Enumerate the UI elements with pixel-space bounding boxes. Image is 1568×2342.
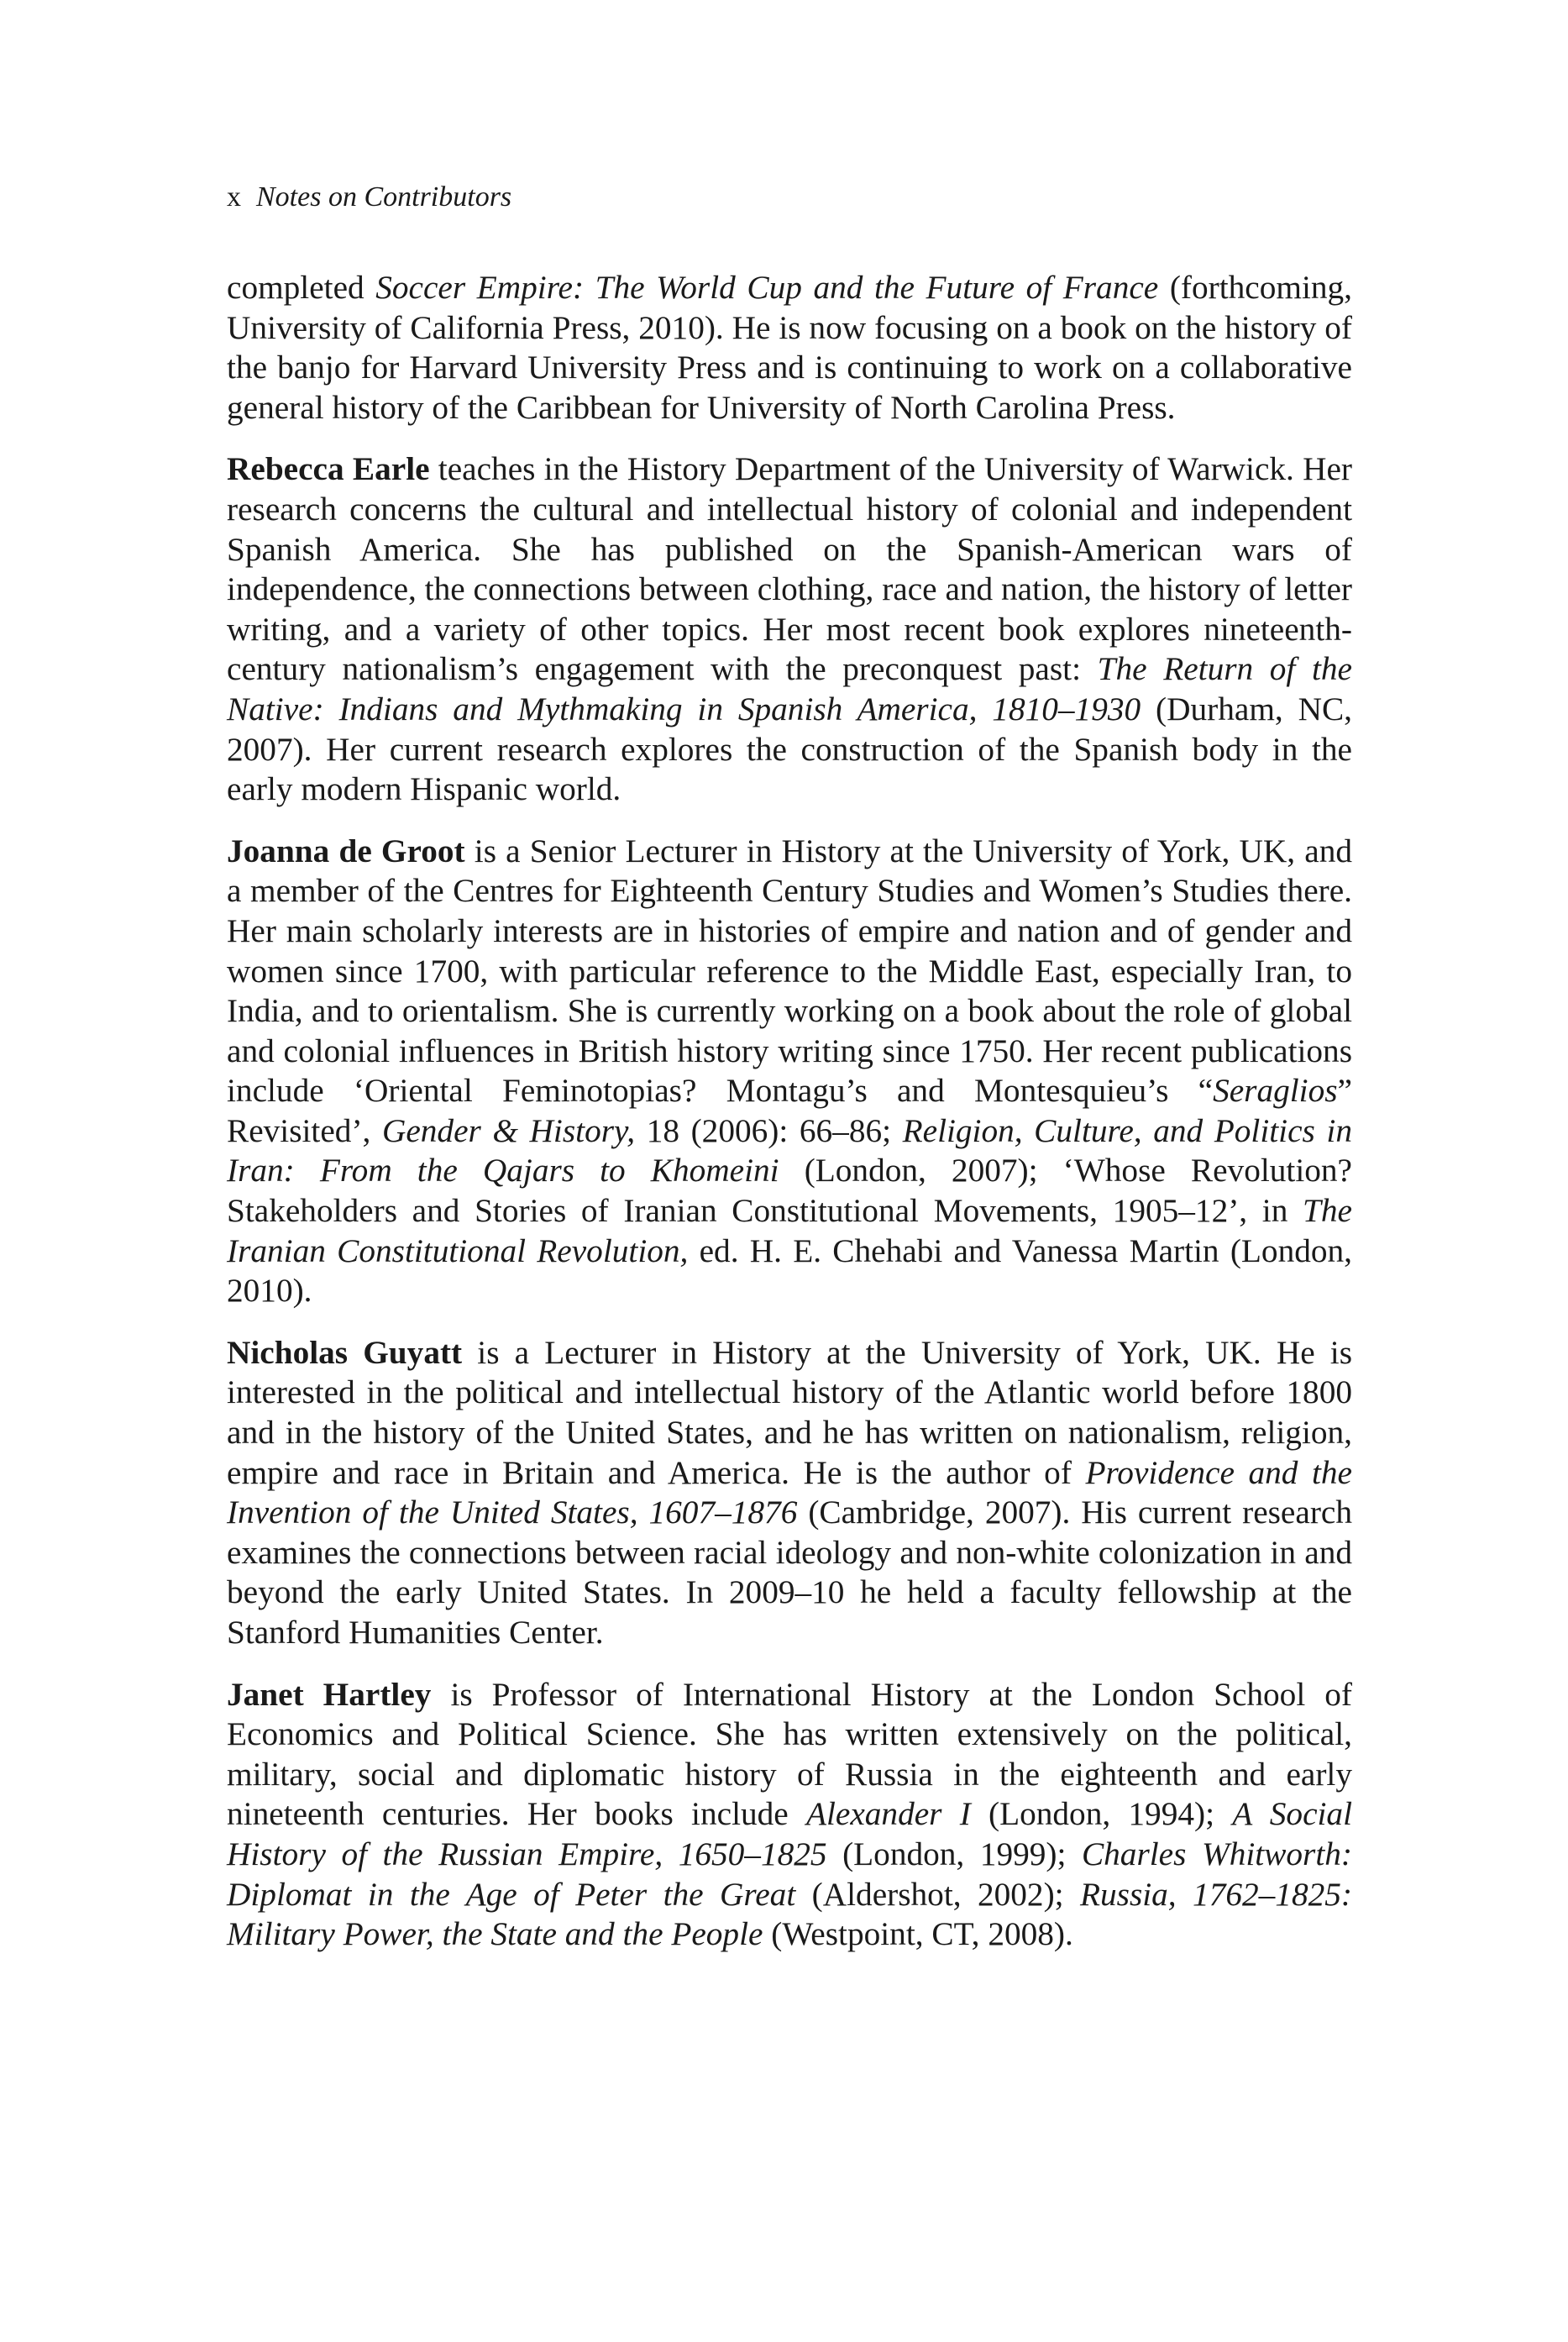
running-head-title: Notes on Contributors	[256, 181, 512, 213]
entry-text: (Westpoint, CT, 2008).	[763, 1915, 1073, 1953]
italic-title: Alexander I	[805, 1795, 971, 1833]
contributor-name: Joanna de Groot	[227, 832, 465, 869]
italic-title: A Social History of the Russian Empire, 1650–1825	[227, 1795, 1353, 1872]
entry-text: (London, 1999);	[826, 1835, 1082, 1872]
entry-text: teaches in the History Department of the University of Warwick. Her research concerns the cultural and intellectual history of colonial and independent Spanish America. She has published on the Spanish-American wars of independence, the connections between clothing, race and nation, the history of letter writing, and a variety of other topics. Her most recent book explores nineteenth-century nationalism’s engagement with the preconquest past:	[227, 450, 1353, 688]
entry-text: (Durham, NC, 2007). Her current research explores the construction of the Spanish body in the early modern Hispanic world.	[227, 690, 1352, 808]
entry-text: is Professor of International History at the London School of Economics and Political Science. She has written extensively on the political, military, social and diplomatic history of Russia in the eighteenth and early nineteenth centuries. Her books include	[227, 1675, 1352, 1833]
entry-text: completed	[227, 269, 376, 306]
italic-title: Gender & History,	[381, 1111, 636, 1149]
italic-title: Charles Whitworth: Diplomat in the Age of Peter the Great	[227, 1835, 1352, 1913]
entry-text: 18 (2006): 66–86;	[635, 1111, 903, 1149]
contributor-name: Nicholas Guyatt	[227, 1333, 463, 1371]
entry-text: ” Revisited’,	[227, 1072, 1352, 1149]
entry-text: (Aldershot, 2002);	[795, 1875, 1080, 1913]
contributor-entry-joanna-de-groot	[227, 832, 1352, 1311]
contributor-name: Janet Hartley	[227, 1675, 432, 1713]
contributor-entry-rebecca-earle	[227, 449, 1352, 809]
italic-title: Russia, 1762–1825: Military Power, the State and the People	[227, 1875, 1352, 1953]
contributor-name: Rebecca Earle	[227, 450, 430, 488]
italic-title: The Return of the Native: Indians and Mythmaking in Spanish America, 1810–1930	[227, 650, 1352, 727]
page-number: x	[227, 181, 241, 213]
contributor-entry-nicholas-guyatt	[227, 1333, 1352, 1653]
italic-title: Religion, Culture, and Politics in Iran: From the Qajars to Khomeini	[227, 1111, 1352, 1189]
entry-text: (Cambridge, 2007). His current research examines the connections between racial ideology and non-white colonization in and beyond the early United States. In 2009–10 he held a faculty fellowship at the Stanford Humanities Center.	[227, 1494, 1352, 1651]
book-page	[227, 181, 1352, 1977]
entry-text: (London, 2007); ‘Whose Revolution? Stakeholders and Stories of Iranian Constitutional Movements, 1905–12’, in	[227, 1152, 1352, 1230]
italic-title: Providence and the Invention of the United States, 1607–1876	[227, 1453, 1353, 1531]
entry-text: is a Senior Lecturer in History at the University of York, UK, and a member of the Centres for Eighteenth Century Studies and Women’s Studies there. Her main scholarly interests are in histories of empire and nation and of gender and women since 1700, with particular reference to the Middle East, especially Iran, to India, and to orientalism. She is currently working on a book about the role of global and colonial influences in British history writing since 1750. Her recent publications include ‘Oriental Feminotopias? Montagu’s and Montesquieu’s “	[227, 832, 1352, 1110]
contributor-entry-continuation	[227, 268, 1352, 428]
italic-title: The Iranian Constitutional Revolution,	[227, 1192, 1352, 1269]
entry-text: ed. H. E. Chehabi and Vanessa Martin (London, 2010).	[227, 1231, 1352, 1310]
italic-title: Seraglios	[1213, 1072, 1338, 1110]
entry-text: is a Lecturer in History at the University of York, UK. He is interested in the political and intellectual history of the Atlantic world before 1800 and in the history of the United States, and he has written on nationalism, religion, empire and race in Britain and America. He is the author of	[227, 1333, 1352, 1491]
entry-text: (forthcoming, University of California Press, 2010). He is now focusing on a book on the history of the banjo for Harvard University Press and is continuing to work on a collaborative general history of the Caribbean for University of North Carolina Press.	[227, 269, 1352, 426]
entry-text: (London, 1994);	[970, 1795, 1233, 1833]
contributor-entry-janet-hartley	[227, 1675, 1352, 1955]
running-head	[227, 181, 1352, 214]
italic-title: Soccer Empire: The World Cup and the Future of France	[375, 269, 1159, 306]
